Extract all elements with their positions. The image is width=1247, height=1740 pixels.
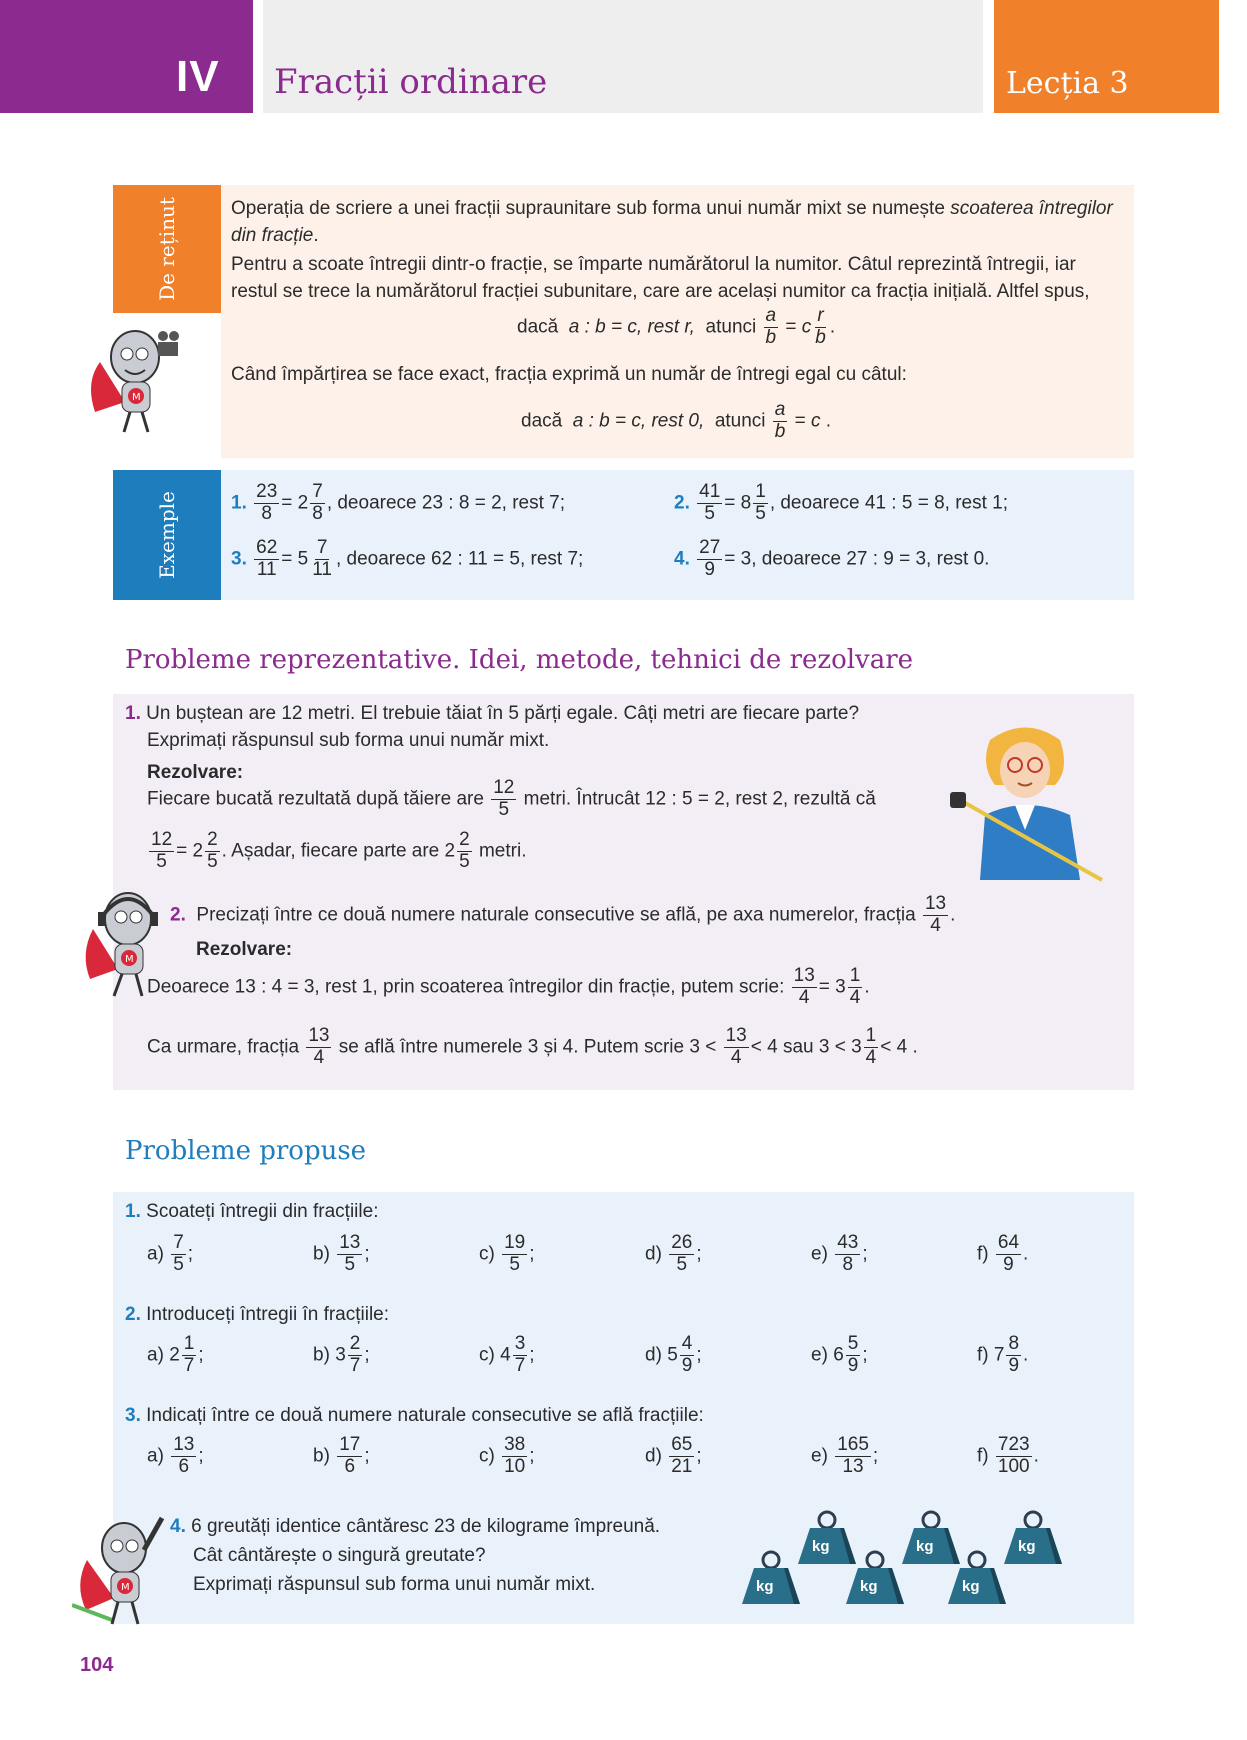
retinut-p1: Operația de scriere a unei fracții supraunitare sub forma unui număr mixt se numește scoaterea întregilor din fracție. [231, 198, 1113, 246]
weight-icon [740, 1550, 802, 1606]
exercise-item: c) 4 $\frac{3}{7}$ ; [479, 1333, 535, 1376]
rep-heading: Probleme reprezentative. Idei, metode, tehnici de rezolvare [125, 645, 914, 675]
prop-q1: 1. Scoateți întregii din fracțiile: [125, 1201, 379, 1222]
weight-label: kg [916, 1538, 934, 1555]
rep-p1-r1: Fiecare bucată rezultată după tăiere are $\frac{12}{5}$ metri. Întrucât 12 : 5 = 2, rest 2, rezultă că [147, 777, 876, 820]
exercise-item: f) $\frac{64}{9}$ . [977, 1232, 1029, 1275]
weight-label: kg [1018, 1538, 1036, 1555]
exercise-item: d) $\frac{65}{21}$ ; [645, 1434, 702, 1477]
rep-p1-r2: $\frac{12}{5}$ = 2 $\frac{2}{5}$ . Așadar, fiecare parte are 2 $\frac{2}{5}$ metri. [151, 829, 527, 872]
rep-p2-l1: 2. Precizați între ce două numere naturale consecutive se află, pe axa numerelor, fracția $\frac{13}{4}$ . [170, 893, 956, 936]
prop-heading: Probleme propuse [125, 1136, 367, 1166]
prop-q4-l3: Exprimați răspunsul sub forma unui număr mixt. [193, 1574, 596, 1595]
weight-label: kg [756, 1578, 774, 1595]
exercise-item: a) $\frac{13}{6}$ ; [147, 1434, 204, 1477]
rep-p1-rezolvare: Rezolvare: [147, 762, 244, 783]
chapter-number: IV [176, 52, 220, 101]
weight-icon [844, 1550, 906, 1606]
rep-p1-l1: 1. Un buștean are 12 metri. El trebuie tăiat în 5 părți egale. Câți metri are fiecare parte? [125, 703, 860, 724]
weight-label: kg [962, 1578, 980, 1595]
weight-label: kg [860, 1578, 878, 1595]
example-3: 3. $\frac{62}{11}$ = 5 $\frac{7}{11}$ , deoarece 62 : 11 = 5, rest 7; [231, 537, 584, 580]
retinut-tag: De reținut [113, 185, 221, 313]
exercise-item: b) $\frac{17}{6}$ ; [313, 1434, 370, 1477]
rep-p1-l2: Exprimați răspunsul sub forma unui număr mixt. [147, 730, 550, 751]
weights-illustration [740, 1510, 1070, 1610]
exercise-item: d) $\frac{26}{5}$ ; [645, 1232, 702, 1275]
retinut-formula-2: dacă a : b = c, rest 0, atunci $\frac{a}{b}$ = c . [521, 399, 832, 442]
prop-q2: 2. Introduceți întregii în fracțiile: [125, 1304, 390, 1325]
exemple-tag: Exemple [113, 470, 221, 600]
exercise-item: c) $\frac{38}{10}$ ; [479, 1434, 535, 1477]
exercise-item: b) $\frac{13}{5}$ ; [313, 1232, 370, 1275]
exercise-item: e) 6 $\frac{5}{9}$ ; [811, 1333, 868, 1376]
svg-text:M: M [132, 392, 141, 403]
weight-icon [1002, 1510, 1064, 1566]
page-number: 104 [80, 1654, 114, 1676]
chapter-title: Fracții ordinare [274, 62, 548, 102]
example-4: 4. $\frac{27}{9}$ = 3, deoarece 27 : 9 = 3, rest 0. [674, 537, 990, 580]
rep-p2-r2: Ca urmare, fracția $\frac{13}{4}$ se află între numerele 3 și 4. Putem scrie 3 < $\frac{13}{4}$ < 4 sau 3 < 3 $\frac{1}{4}$ < 4 . [147, 1025, 918, 1068]
exercise-item: e) $\frac{43}{8}$ ; [811, 1232, 868, 1275]
weight-icon [946, 1550, 1008, 1606]
exercise-item: f) 7 $\frac{8}{9}$ . [977, 1333, 1029, 1376]
exercise-item: b) 3 $\frac{2}{7}$ ; [313, 1333, 370, 1376]
prop-q3: 3. Indicați între ce două numere naturale consecutive se află fracțiile: [125, 1405, 704, 1426]
retinut-formula-1: dacă a : b = c, rest r, atunci $\frac{a}{b}$ = c $\frac{r}{b}$ . [517, 305, 836, 348]
prop-q4-l2: Cât cântărește o singură greutate? [193, 1545, 486, 1566]
mascot-camera-icon [80, 322, 190, 442]
svg-text:M: M [121, 1582, 130, 1593]
example-2: 2. $\frac{41}{5}$ = 8 $\frac{1}{5}$ , deoarece 41 : 5 = 8, rest 1; [674, 481, 1008, 524]
retinut-p2a: Pentru a scoate întregii dintr-o fracție, se împarte numărătorul la numitor. Câtul reprezintă întregii, iar [231, 254, 1076, 275]
weight-label: kg [812, 1538, 830, 1555]
example-1: 1. $\frac{23}{8}$ = 2 $\frac{7}{8}$ , deoarece 23 : 8 = 2, rest 7; [231, 481, 565, 524]
exercise-item: a) $\frac{7}{5}$ ; [147, 1232, 194, 1275]
exercise-item: e) $\frac{165}{13}$ ; [811, 1434, 879, 1477]
lesson-title: Lecția 3 [1006, 66, 1129, 101]
rep-p2-rezolvare: Rezolvare: [196, 939, 293, 960]
exercise-item: a) 2 $\frac{1}{7}$ ; [147, 1333, 204, 1376]
exercise-item: c) $\frac{19}{5}$ ; [479, 1232, 535, 1275]
retinut-p3: Când împărțirea se face exact, fracția exprimă un număr de întregi egal cu câtul: [231, 364, 907, 385]
exercise-item: f) $\frac{723}{100}$ . [977, 1434, 1039, 1477]
exercise-item: d) 5 $\frac{4}{9}$ ; [645, 1333, 702, 1376]
girl-measuring-tape-icon [950, 720, 1110, 885]
mascot-flying-icon [72, 1510, 172, 1630]
svg-text:M: M [125, 954, 134, 965]
rep-p2-r1: Deoarece 13 : 4 = 3, rest 1, prin scoaterea întregilor din fracție, putem scrie: $\frac{13}{4}$ = 3 $\frac{1}{4}$ . [147, 965, 870, 1008]
retinut-p2b: restul se trece la numărătorul fracției subunitare, care are același numitor ca fracția inițială. Altfel spus, [231, 281, 1090, 302]
prop-q4-l1: 4. 6 greutăți identice cântăresc 23 de kilograme împreună. [170, 1516, 661, 1537]
